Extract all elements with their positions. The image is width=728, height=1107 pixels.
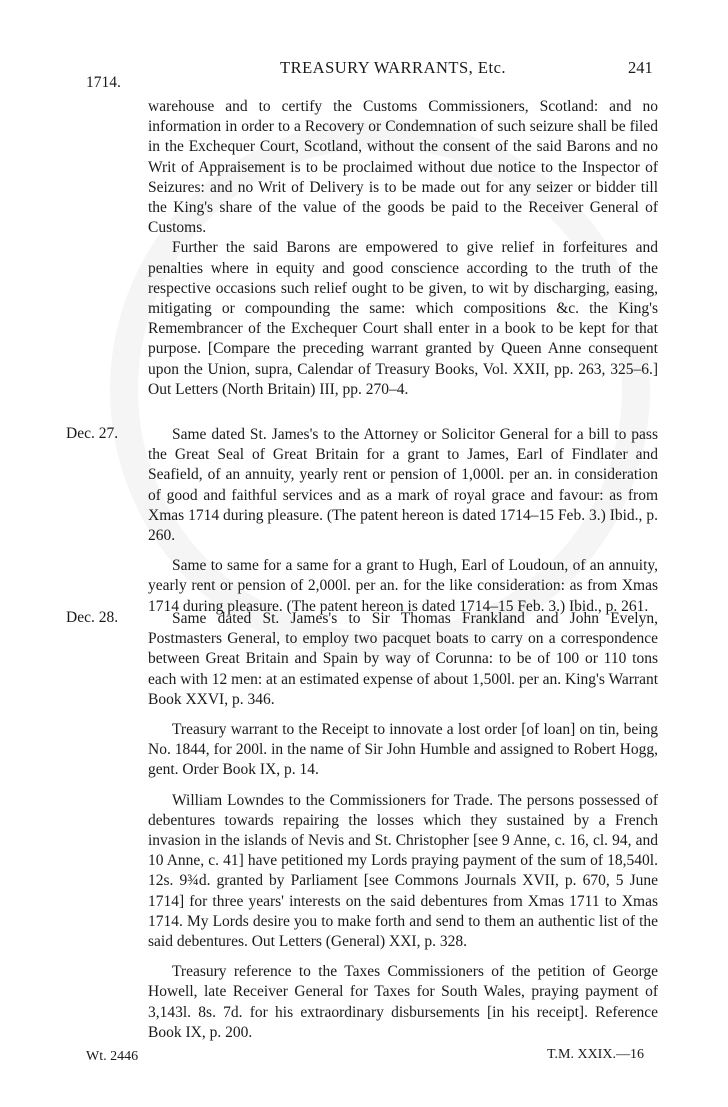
paragraph: Same dated St. James's to the Attorney or Solicitor General for a bill to pass the Great Seal of Great Britain for a grant to James, Earl of Findlater and Seafield, of an annuity, yearly rent or pension of 1,000l. per an. in consideration of good and faithful services and as a mark of royal grace and favour: as from Xmas 1714 during pleasure. (The patent hereon is dated 1714–15 Feb. 3.) Ibid., p. 260. xyxy=(148,426,658,545)
paragraph: Further the said Barons are empowered to give relief in forfeitures and penalties where in equity and good conscience according to the truth of the respective occasions such relief ought to be given, to wit by discharging, easing, mitigating or compounding the same: which compositions &c. the King's Remembrancer of the Exchequer Court shall enter in a book to be kept for that purpose. [Compare the preceding warrant granted by Queen Anne consequent upon the Union, supra, Calendar of Treasury Books, Vol. XXII, pp. 263, 325–6.] Out Letters (North Britain) III, pp. 270–4. xyxy=(148,239,658,398)
paragraph: William Lowndes to the Commissioners for Trade. The persons possessed of debentures towards repairing the losses which they sustained by a French invasion in the islands of Nevis and St. Christopher [see 9 Anne, c. 16, cl. 94, and 10 Anne, c. 41] have petitioned my Lords praying payment of the sum of 18,540l. 12s. 9¾d. granted by Parliament [see Commons Journals XVII, p. 670, 5 June 1714] for three years' interests on the said debentures from Xmas 1711 to Xmas 1714. My Lords desire you to make forth and send to them an authentic list of the said debentures. Out Letters (General) XXI, p. 328. xyxy=(148,791,658,951)
entry-continuation xyxy=(148,97,658,400)
page-number: 241 xyxy=(628,58,653,77)
margin-year: 1714. xyxy=(86,74,121,91)
printer-mark: Wt. 2446 xyxy=(86,1049,139,1064)
entry-date: Dec. 27. xyxy=(66,425,119,442)
entry-date: Dec. 28. xyxy=(66,609,119,626)
paragraph: warehouse and to certify the Customs Commissioners, Scotland: and no information in order to a Recovery or Condemnation of such seizure shall be filed in the Exchequer Court, Scotland, without the consent of the said Barons and no Writ of Appraisement is to be proclaimed without due notice to the Inspector of Seizures: and no Writ of Delivery is to be made out for any seizer or bidder till the King's share of the value of the goods be paid to the Receiver General of Customs. xyxy=(148,98,658,237)
entry-dec-27 xyxy=(148,425,658,617)
entry-dec-28 xyxy=(148,609,658,1043)
paragraph: Same dated St. James's to Sir Thomas Frankland and John Evelyn, Postmasters General, to employ two pacquet boats to carry on a correspondence between Great Britain and Spain by way of Corunna: to be of 100 or 110 tons each with 12 men: at an estimated expense of about 1,500l. per an. King's Warrant Book XXVI, p. 346. xyxy=(148,610,658,708)
paragraph: Same to same for a same for a grant to Hugh, Earl of Loudoun, of an annuity, yearly rent or pension of 2,000l. per an. for the like consideration: as from Xmas 1714 during pleasure. (The patent hereon is dated 1714–15 Feb. 3.) Ibid., p. 261. xyxy=(148,557,658,615)
paragraph: Treasury warrant to the Receipt to innovate a lost order [of loan] on tin, being No. 1844, for 200l. in the name of Sir John Humble and assigned to Robert Hogg, gent. Order Book IX, p. 14. xyxy=(148,721,658,779)
signature-mark: T.M. XXIX.—16 xyxy=(547,1047,644,1062)
paragraph: Treasury reference to the Taxes Commissioners of the petition of George Howell, late Receiver General for Taxes for South Wales, praying payment of 3,143l. 8s. 7d. for his extraordinary disbursements [in his receipt]. Reference Book IX, p. 200. xyxy=(148,963,658,1041)
running-title: TREASURY WARRANTS, Etc. xyxy=(280,58,507,77)
